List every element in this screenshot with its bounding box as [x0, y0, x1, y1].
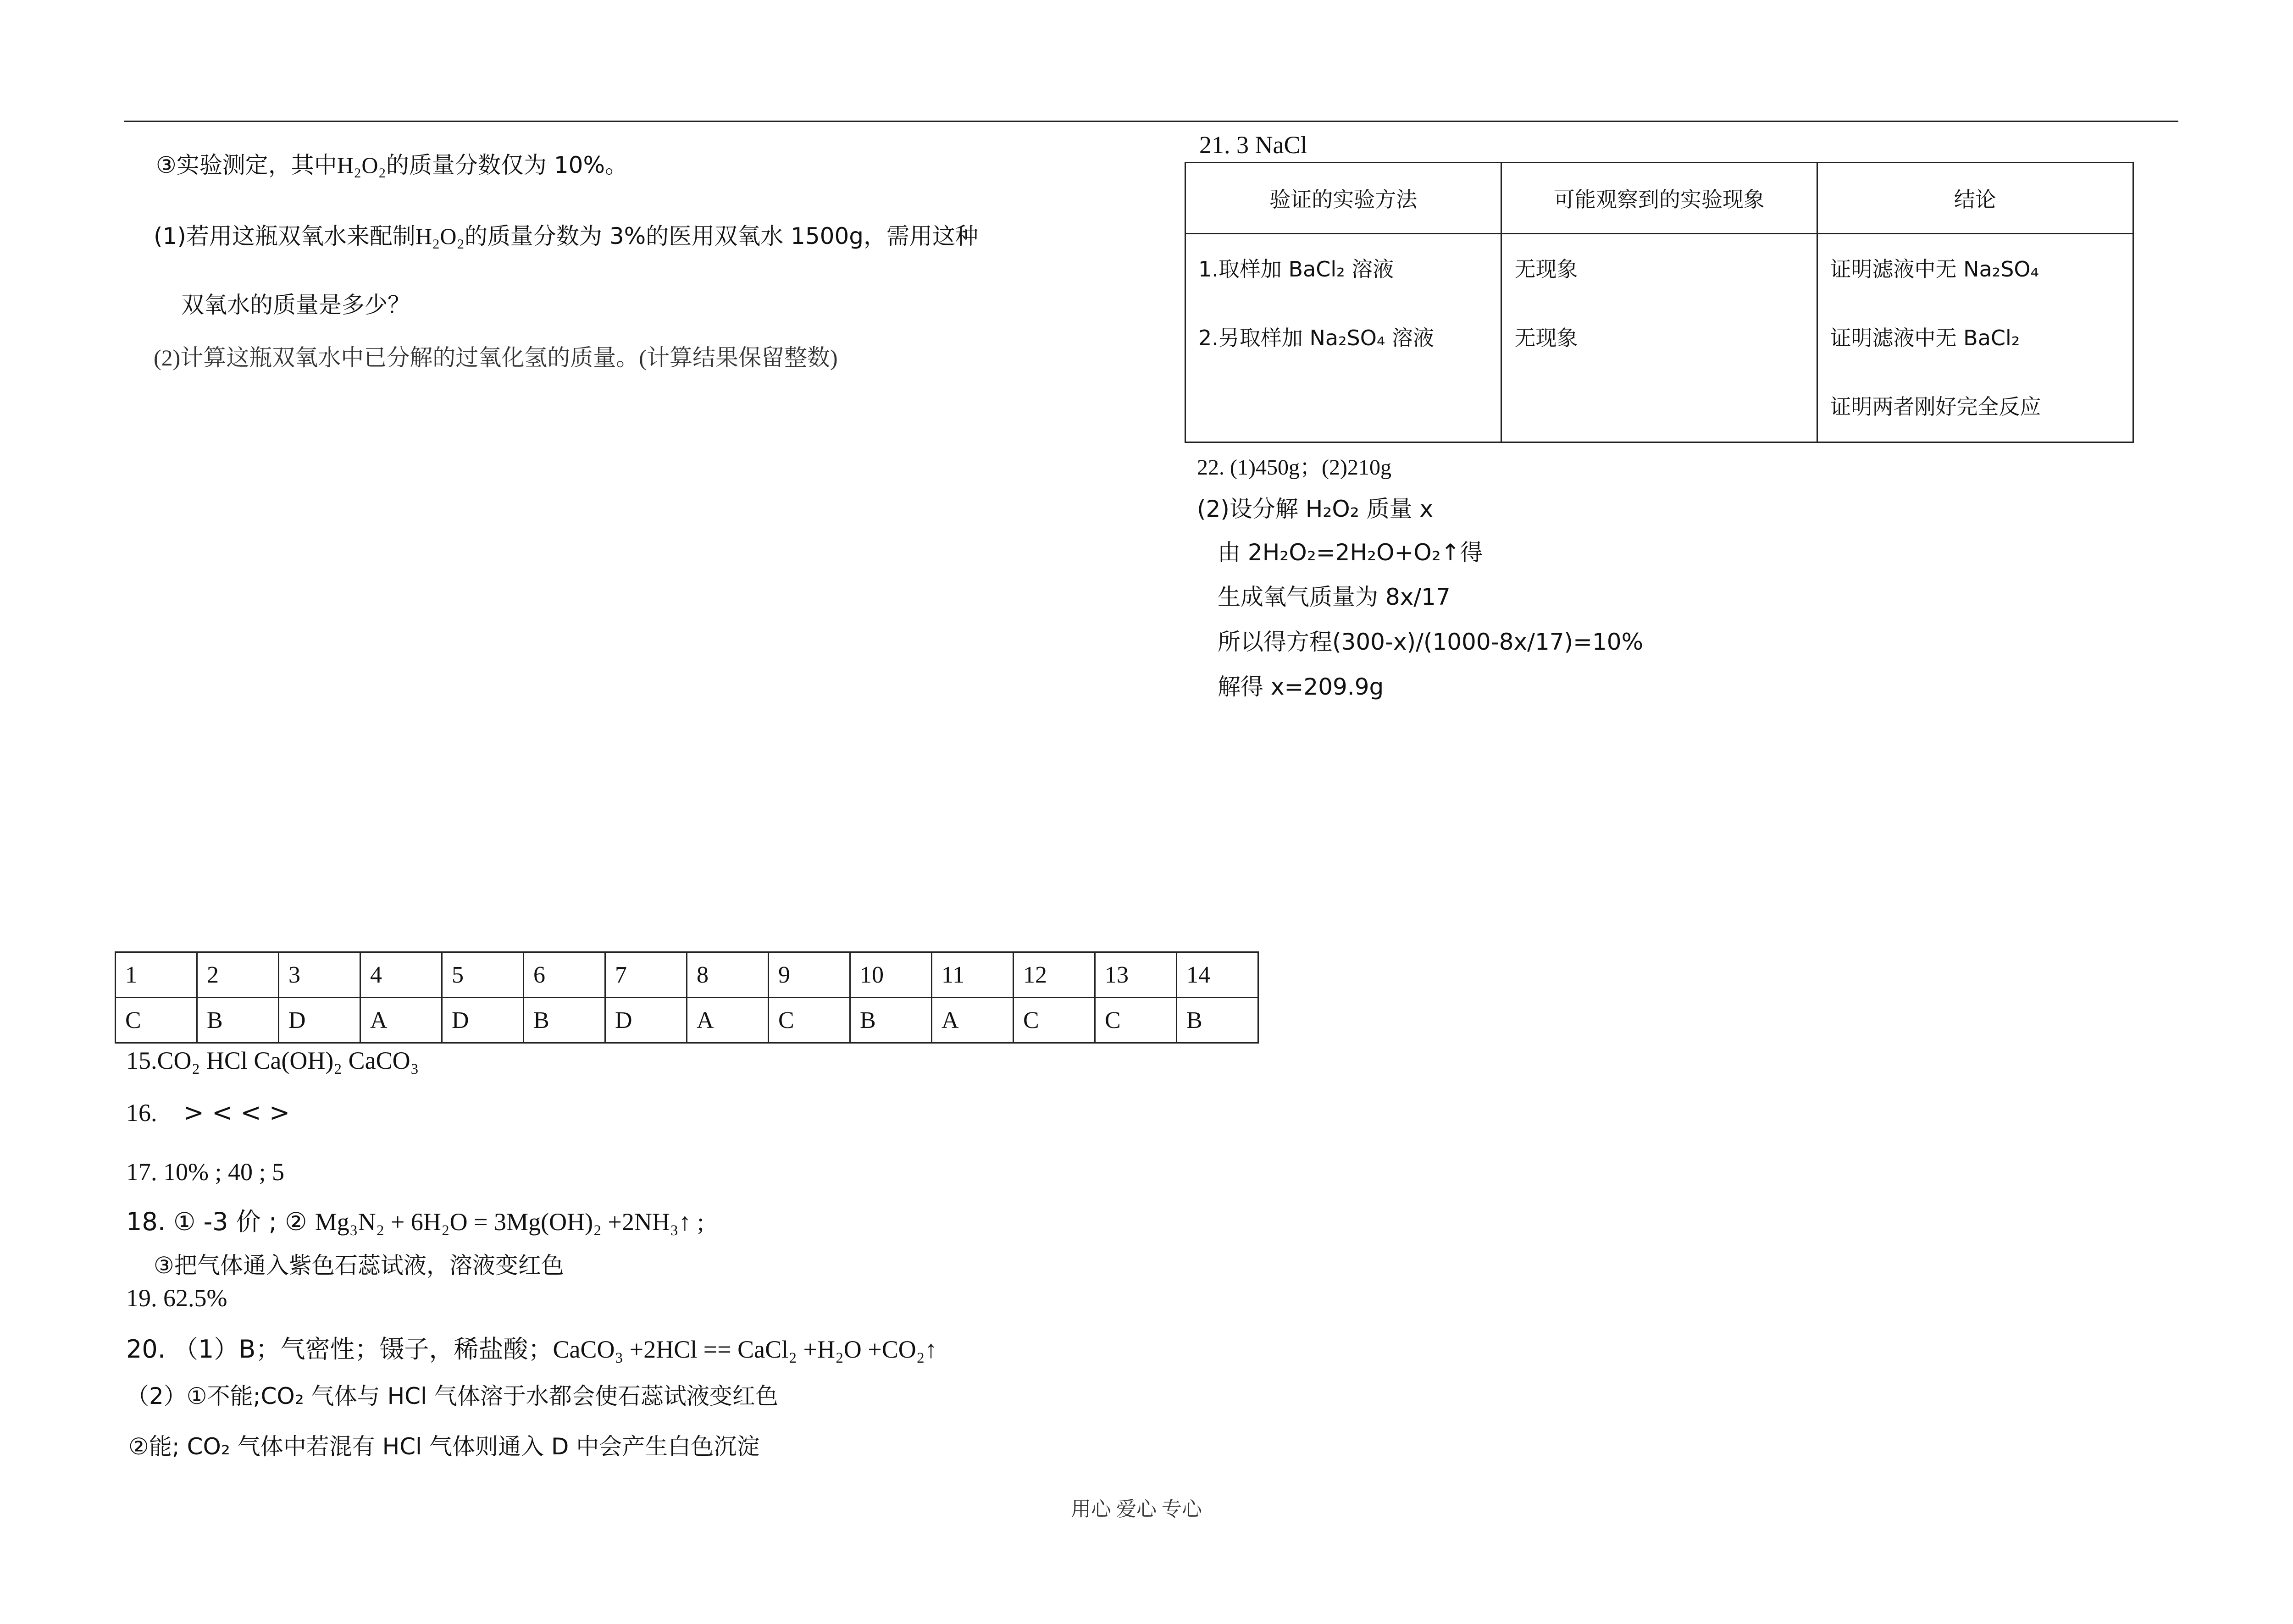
grid-number: 3	[279, 952, 360, 998]
grid-number: 11	[932, 952, 1014, 998]
grid-answer: D	[279, 998, 360, 1043]
grid-answer: C	[1095, 998, 1177, 1043]
empty-line	[1502, 372, 1816, 441]
phenomenon-item: 无现象	[1514, 326, 1578, 350]
grid-answer: B	[1177, 998, 1258, 1043]
grid-answer: B	[197, 998, 279, 1043]
chemical-equation: Mg₃N₂ + 6H₂O = 3Mg(OH)₂ +2NH₃↑ ;	[315, 1208, 704, 1236]
text: ③实验测定，其中	[156, 152, 337, 178]
answer-22: 22. (1)450g；(2)210g	[1197, 455, 1391, 480]
solution-line-4: 所以得方程(300-x)/(1000-8x/17)=10%	[1218, 629, 1644, 655]
grid-number-row	[116, 952, 1258, 998]
grid-number: 7	[605, 952, 687, 998]
grid-number: 1	[116, 952, 197, 998]
conclusion-item: 证明两者刚好完全反应	[1830, 394, 2041, 419]
text: 的质量分数仅为 10%。	[386, 152, 628, 178]
answer-number: 16.	[126, 1099, 157, 1127]
solution-line-5: 解得 x=209.9g	[1218, 674, 1384, 700]
formula: H₂O₂	[337, 152, 386, 178]
phenomena-cell	[1501, 234, 1817, 442]
grid-answer: D	[605, 998, 687, 1043]
grid-number: 8	[687, 952, 769, 998]
grid-answer: B	[524, 998, 605, 1043]
grid-answer: A	[932, 998, 1014, 1043]
answer-16	[126, 1098, 290, 1127]
answer-17: 17. 10% ; 40 ; 5	[126, 1158, 284, 1186]
conclusion-item: 证明滤液中无 Na₂SO₄	[1830, 257, 2039, 282]
conclusion-item: 证明滤液中无 BaCl₂	[1830, 326, 2020, 350]
empty-line	[1186, 372, 1500, 441]
grid-number: 6	[524, 952, 605, 998]
question-1-continued: 双氧水的质量是多少？	[181, 292, 410, 318]
grid-answer: D	[442, 998, 524, 1043]
grid-answer: B	[850, 998, 932, 1043]
table-header: 结论	[1817, 163, 2133, 234]
answer-20-line1	[126, 1330, 937, 1365]
table-header: 验证的实验方法	[1185, 163, 1501, 234]
grid-number: 12	[1014, 952, 1095, 998]
grid-number: 14	[1177, 952, 1258, 998]
question-2: (2)计算这瓶双氧水中已分解的过氧化氢的质量。(计算结果保留整数)	[154, 345, 838, 370]
grid-number: 5	[442, 952, 524, 998]
solution-line-1: (2)设分解 H₂O₂ 质量 x	[1197, 496, 1434, 522]
solution-line-3: 生成氧气质量为 8x/17	[1218, 584, 1451, 610]
grid-answer: C	[1014, 998, 1095, 1043]
answer-18	[126, 1202, 704, 1237]
chemical-equation: CaCO₃ +2HCl == CaCl₂ +H₂O +CO₂↑	[553, 1336, 937, 1363]
answer-19: 19. 62.5%	[126, 1284, 227, 1312]
grid-answer-row	[116, 998, 1258, 1043]
grid-number: 4	[360, 952, 442, 998]
answer-21: 21. 3 NaCl	[1199, 131, 1307, 159]
solution-line-2: 由 2H₂O₂=2H₂O+O₂↑得	[1218, 539, 1483, 566]
question-line-3	[156, 147, 628, 180]
grid-answer: C	[769, 998, 850, 1043]
answer-20-text: 20. （1）B；气密性；镊子，稀盐酸；	[126, 1335, 553, 1364]
grid-answer: A	[687, 998, 769, 1043]
experiment-table	[1185, 162, 2134, 443]
method-item: 1.取样加 BaCl₂ 溶液	[1198, 257, 1394, 282]
header-rule	[124, 121, 2178, 122]
page-footer: 用心 爱心 专心	[1071, 1498, 1202, 1520]
question-1	[154, 218, 978, 251]
grid-answer: A	[360, 998, 442, 1043]
answer-18-part3: ③把气体通入紫色石蕊试液，溶液变红色	[154, 1252, 564, 1279]
table-header: 可能观察到的实验现象	[1501, 163, 1817, 234]
phenomenon-item: 无现象	[1514, 257, 1578, 282]
answer-20-line2: （2）①不能;CO₂ 气体与 HCl 气体溶于水都会使石蕊试液变红色	[126, 1383, 778, 1409]
text: (1)若用这瓶双氧水来配制	[154, 223, 415, 249]
grid-number: 9	[769, 952, 850, 998]
comparison-signs: > < < >	[183, 1098, 290, 1127]
conclusions-cell	[1817, 234, 2133, 442]
answer-18-part1: 18. ① -3 价 ; ②	[126, 1207, 315, 1236]
formula: H₂O₂	[415, 223, 465, 249]
answer-grid	[115, 951, 1259, 1044]
grid-number: 2	[197, 952, 279, 998]
text: 的质量分数为 3%的医用双氧水 1500g，需用这种	[464, 223, 979, 249]
grid-answer: C	[116, 998, 197, 1043]
methods-cell	[1185, 234, 1501, 442]
grid-number: 10	[850, 952, 932, 998]
method-item: 2.另取样加 Na₂SO₄ 溶液	[1198, 326, 1435, 350]
grid-number: 13	[1095, 952, 1177, 998]
answer-15: 15.CO₂ HCl Ca(OH)₂ CaCO₃	[126, 1047, 419, 1074]
answer-20-line3: ②能; CO₂ 气体中若混有 HCl 气体则通入 D 中会产生白色沉淀	[128, 1433, 760, 1460]
